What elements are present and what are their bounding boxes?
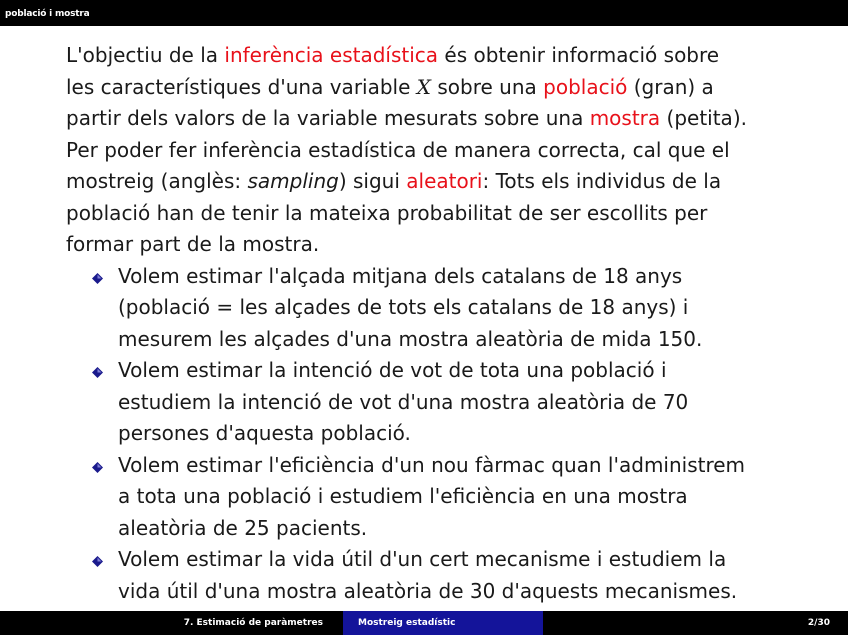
footer-chapter-panel — [0, 611, 343, 635]
examples-list — [66, 261, 796, 608]
list-item — [66, 355, 796, 450]
list-item-line: Volem estimar l'alçada mitjana dels catalans de 18 anys — [118, 263, 683, 288]
top-bar — [0, 0, 848, 26]
footer-section-panel — [343, 611, 543, 635]
page-number: 2/30 — [807, 618, 830, 628]
diamond-bullet-icon — [92, 462, 103, 473]
diamond-bullet-icon — [92, 367, 103, 378]
footer-bar — [0, 611, 848, 635]
list-item — [66, 450, 796, 545]
list-item-line: aleatòria de 25 pacients. — [118, 515, 368, 540]
term-random: aleatori — [406, 169, 483, 193]
slide-content — [66, 40, 796, 607]
list-item-line: Volem estimar la intenció de vot de tota una població i — [118, 358, 667, 382]
list-item-line: persones d'aquesta població. — [118, 421, 411, 445]
intro-line-7: formar part de la mostra. — [66, 232, 320, 256]
intro-line-5: mostreig (anglès: sampling) sigui aleatori: Tots els individus de la — [66, 169, 722, 193]
list-item-line: vida útil d'una mostra aleatòria de 30 d'aquests mecanismes. — [118, 578, 738, 603]
list-item-line: mesurem les alçades d'una mostra aleatòria de mida 150. — [118, 326, 703, 351]
list-item-line: (població = les alçades de tots els catalans de 18 anys) i — [118, 295, 689, 319]
intro-paragraph — [66, 40, 796, 261]
list-item — [66, 544, 796, 607]
intro-line-3: partir dels valors de la variable mesurats sobre una mostra (petita). — [66, 106, 747, 130]
intro-line-2: les característiques d'una variable X sobre una població (gran) a — [66, 74, 714, 99]
list-item-line: Volem estimar la vida útil d'un cert mecanisme i estudiem la — [118, 547, 727, 571]
term-statistical-inference: inferència estadística — [224, 43, 439, 67]
variable-x: X — [416, 74, 432, 99]
section-title: població i mostra — [5, 9, 90, 19]
term-population: població — [543, 74, 628, 99]
footer-chapter: 7. Estimació de paràmetres — [183, 618, 323, 628]
diamond-bullet-icon — [92, 556, 103, 567]
footer-section: Mostreig estadístic — [358, 618, 456, 628]
list-item — [66, 261, 796, 356]
list-item-line: Volem estimar l'eficiència d'un nou fàrmac quan l'administrem — [118, 452, 746, 477]
diamond-bullet-icon — [92, 273, 103, 284]
intro-line-6: població han de tenir la mateixa probabilitat de ser escollits per — [66, 200, 708, 225]
intro-line-1: L'objectiu de la inferència estadística és obtenir informació sobre — [66, 43, 720, 67]
term-sampling-english: sampling — [247, 169, 339, 193]
list-item-line: a tota una població i estudiem l'eficiència en una mostra — [118, 484, 688, 508]
intro-line-4: Per poder fer inferència estadística de manera correcta, cal que el — [66, 137, 730, 162]
term-sample: mostra — [589, 106, 661, 130]
footer-page-panel — [543, 611, 848, 635]
list-item-line: estudiem la intenció de vot d'una mostra aleatòria de 70 — [118, 389, 689, 414]
